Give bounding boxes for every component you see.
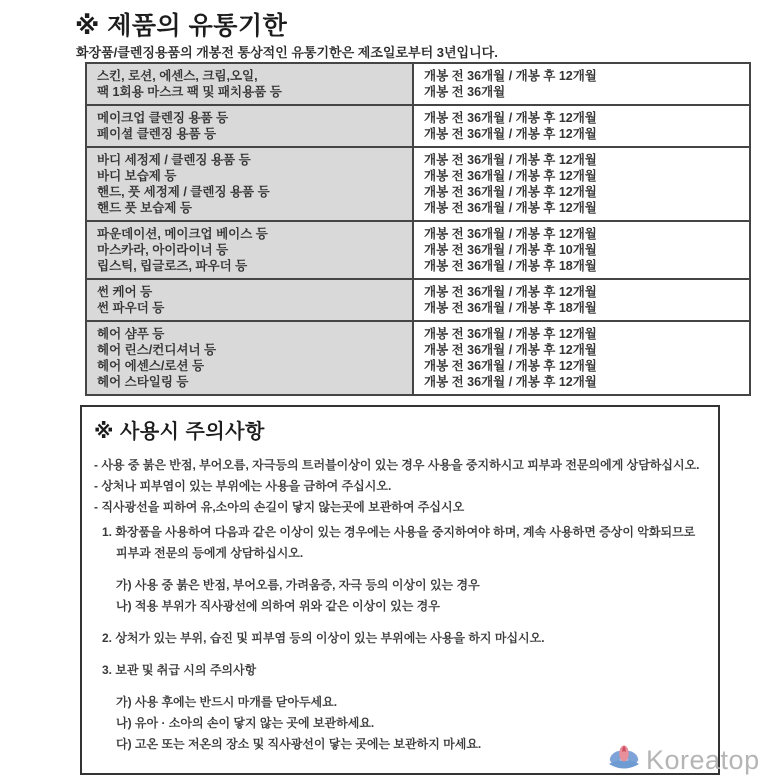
product-cell [86, 147, 413, 221]
period-cell-line: 개봉 전 36개월 / 개봉 후 18개월 [424, 301, 597, 315]
product-cell-line: 헤어 린스/컨디셔너 등 [97, 343, 217, 357]
precaution-line: 나) 유아 · 소아의 손이 닿지 않는 곳에 보관하세요. [116, 716, 375, 730]
page-title: ※ 제품의 유통기한 [75, 12, 288, 40]
precaution-line: 1. 화장품을 사용하여 다음과 같은 이상이 있는 경우에는 사용을 중지하여야 하며, 계속 사용하면 증상이 악화되므로 [102, 525, 696, 539]
product-cell-line: 썬 파우더 등 [97, 301, 165, 315]
period-cell-line: 개봉 전 36개월 / 개봉 후 12개월 [424, 343, 597, 357]
product-cell-line: 썬 케어 등 [97, 285, 153, 299]
product-cell-line: 파운데이션, 메이크업 베이스 등 [97, 227, 268, 241]
expiry-row [86, 221, 750, 279]
product-cell-line: 마스카라, 아이라이너 등 [97, 243, 229, 257]
product-cell [86, 279, 413, 321]
precautions-list [82, 458, 718, 751]
expiry-table [85, 62, 751, 396]
precautions-box [80, 405, 720, 775]
product-cell-line: 헤어 샴푸 등 [97, 327, 165, 341]
product-cell-line: 헤어 에센스/로션 등 [97, 359, 205, 373]
lotus-icon [606, 743, 642, 778]
product-cell [86, 105, 413, 147]
koreatop-logo [606, 742, 760, 778]
product-cell-line: 팩 1회용 마스크 팩 및 패치용품 등 [97, 85, 282, 99]
period-cell [413, 105, 750, 147]
expiry-row [86, 321, 750, 395]
period-cell-line: 개봉 전 36개월 / 개봉 후 12개월 [424, 185, 597, 199]
precaution-line: - 상처나 피부염이 있는 부위에는 사용을 금하여 주십시오. [94, 479, 392, 493]
period-cell [413, 279, 750, 321]
expiry-row [86, 105, 750, 147]
product-cell-line: 립스틱, 립글로즈, 파우더 등 [97, 259, 248, 273]
period-cell-line: 개봉 전 36개월 / 개봉 후 12개월 [424, 227, 597, 241]
product-cell-line: 페이셜 클렌징 용품 등 [97, 127, 217, 141]
period-cell-line: 개봉 전 36개월 / 개봉 후 12개월 [424, 285, 597, 299]
period-cell [413, 221, 750, 279]
product-cell-line: 스킨, 로션, 에센스, 크림,오일, [97, 69, 258, 83]
period-cell-line: 개봉 전 36개월 / 개봉 후 12개월 [424, 127, 597, 141]
precaution-line: - 직사광선을 피하여 유,소아의 손길이 닿지 않는곳에 보관하여 주십시오 [94, 500, 465, 514]
product-cell-line: 바디 세정제 / 클렌징 용품 등 [97, 153, 251, 167]
product-cell-line: 핸드, 풋 세정제 / 클렌징 용품 등 [97, 185, 270, 199]
expiry-table-body [86, 63, 750, 395]
logo-text: Koreatop [646, 744, 760, 775]
period-cell-line: 개봉 전 36개월 / 개봉 후 12개월 [424, 327, 597, 341]
period-cell-line: 개봉 전 36개월 / 개봉 후 12개월 [424, 169, 597, 183]
period-cell-line: 개봉 전 36개월 / 개봉 후 12개월 [424, 359, 597, 373]
precaution-line: 2. 상처가 있는 부위, 습진 및 피부염 등의 이상이 있는 부위에는 사용을 하지 마십시오. [102, 631, 545, 645]
precautions-title: ※ 사용시 주의사항 [94, 421, 265, 443]
product-cell [86, 221, 413, 279]
expiry-row [86, 147, 750, 221]
product-cell [86, 63, 413, 105]
page-subtitle: 화장품/클렌징용품의 개봉전 통상적인 유통기한은 제조일로부터 3년입니다. [76, 45, 498, 60]
period-cell [413, 147, 750, 221]
product-cell [86, 321, 413, 395]
precaution-line: - 사용 중 붉은 반점, 부어오름, 자극등의 트러블이상이 있는 경우 사용을 중지하시고 피부과 전문의에게 상담하십시오. [94, 458, 700, 472]
period-cell-line: 개봉 전 36개월 / 개봉 후 12개월 [424, 201, 597, 215]
period-cell [413, 63, 750, 105]
expiry-row [86, 63, 750, 105]
product-cell-line: 바디 보습제 등 [97, 169, 177, 183]
period-cell-line: 개봉 전 36개월 / 개봉 후 18개월 [424, 259, 597, 273]
product-cell-line: 메이크업 클렌징 용품 등 [97, 111, 229, 125]
product-cell-line: 핸드 풋 보습제 등 [97, 201, 192, 215]
product-cell-line: 헤어 스타일링 등 [97, 375, 189, 389]
period-cell [413, 321, 750, 395]
period-cell-line: 개봉 전 36개월 / 개봉 후 12개월 [424, 111, 597, 125]
period-cell-line: 개봉 전 36개월 / 개봉 후 12개월 [424, 375, 597, 389]
precaution-line: 가) 사용 중 붉은 반점, 부어오름, 가려움증, 자극 등의 이상이 있는 경우 [116, 578, 480, 592]
precaution-line: 가) 사용 후에는 반드시 마개를 닫아두세요. [116, 695, 338, 709]
precaution-line: 피부과 전문의 등에게 상담하십시오. [116, 546, 304, 560]
period-cell-line: 개봉 전 36개월 / 개봉 후 12개월 [424, 69, 597, 83]
period-cell-line: 개봉 전 36개월 / 개봉 후 12개월 [424, 153, 597, 167]
period-cell-line: 개봉 전 36개월 / 개봉 후 10개월 [424, 243, 597, 257]
expiry-row [86, 279, 750, 321]
precaution-line: 3. 보관 및 취급 시의 주의사항 [102, 663, 257, 677]
period-cell-line: 개봉 전 36개월 [424, 85, 506, 99]
precaution-line: 다) 고온 또는 저온의 장소 및 직사광선이 닿는 곳에는 보관하지 마세요. [116, 737, 482, 751]
precaution-line: 나) 적용 부위가 직사광선에 의하여 위와 같은 이상이 있는 경우 [116, 599, 440, 613]
